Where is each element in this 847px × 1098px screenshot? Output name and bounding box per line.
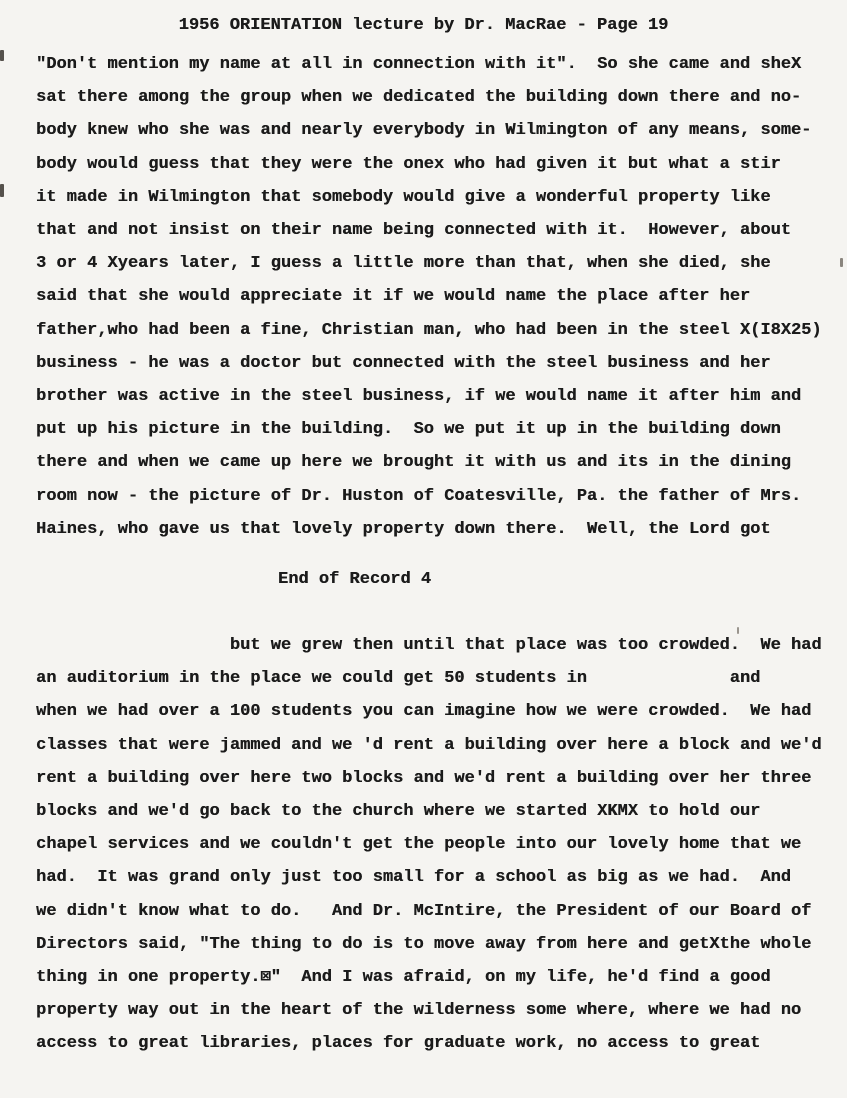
text-line: body would guess that they were the onex who had given it but what a stir [36,154,781,174]
text-line: father,who had been a fine, Christian man, who had been in the steel X(I8X25) [36,320,822,340]
text-line: Haines, who gave us that lovely property down there. Well, the Lord got [36,519,771,539]
scan-speck [0,184,4,197]
page-title: 1956 ORIENTATION lecture by Dr. MacRae - Page 19 [178,16,669,35]
text-line: 3 or 4 Xyears later, I guess a little more than that, when she died, she [36,254,771,274]
text-line: chapel services and we couldn't get the people into our lovely home that we [36,835,802,855]
paragraph-1 [36,48,847,546]
text-line: put up his picture in the building. So we put it up in the building down [36,420,781,440]
text-line: said that she would appreciate it if we would name the place after her [36,287,751,307]
paragraph-2 [36,629,847,1061]
text-line: classes that were jammed and we 'd rent a building over here a block and we'd [36,735,822,755]
text-line: an auditorium in the place we could get 50 students in and [36,669,761,689]
text-line: Directors said, "The thing to do is to move away from here and getXthe whole [36,934,812,954]
text-line: blocks and we'd go back to the church where we started XKMX to hold our [36,802,761,822]
text-line: when we had over a 100 students you can imagine how we were crowded. We had [36,702,812,722]
text-line: access to great libraries, places for graduate work, no access to great [36,1034,761,1054]
text-line: but we grew then until that place was too crowded. We had [36,636,822,656]
text-line: brother was active in the steel business, if we would name it after him and [36,387,802,407]
scan-speck [737,627,739,634]
text-line: body knew who she was and nearly everybody in Wilmington of any means, some- [36,121,812,141]
text-line: it made in Wilmington that somebody would give a wonderful property like [36,187,771,207]
text-line: thing in one property.⊠" And I was afraid, on my life, he'd find a good [36,968,771,988]
text-line: room now - the picture of Dr. Huston of Coatesville, Pa. the father of Mrs. [36,486,802,506]
text-line: we didn't know what to do. And Dr. McIntire, the President of our Board of [36,901,812,921]
text-line: rent a building over here two blocks and we'd rent a building over her three [36,768,812,788]
scan-speck [0,50,4,61]
text-line: property way out in the heart of the wilderness some where, where we had no [36,1001,802,1021]
text-line: sat there among the group when we dedicated the building down there and no- [36,88,802,108]
text-line: there and when we came up here we brought it with us and its in the dining [36,453,791,473]
record-divider: End of Record 4 [278,570,432,590]
text-line: business - he was a doctor but connected with the steel business and her [36,353,771,373]
text-line: that and not insist on their name being connected with it. However, about [36,221,791,241]
scan-speck [840,258,843,267]
text-line: had. It was grand only just too small for a school as big as we had. And [36,868,791,888]
text-line: "Don't mention my name at all in connection with it". So she came and sheX [36,55,802,74]
